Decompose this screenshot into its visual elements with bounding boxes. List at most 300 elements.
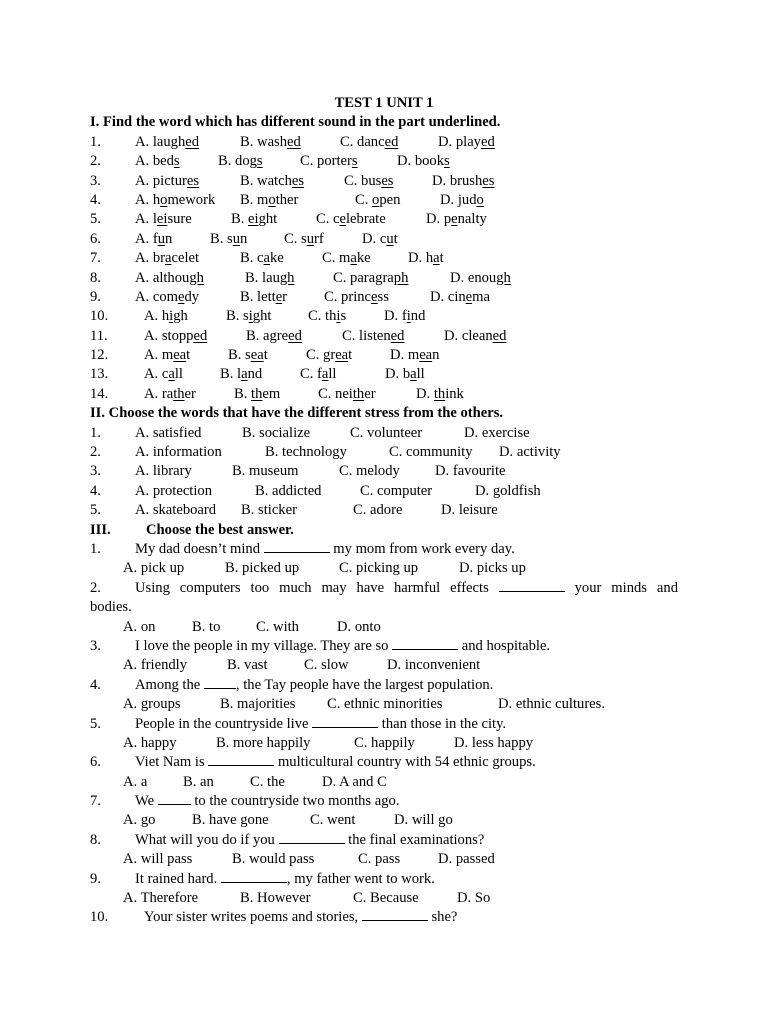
underlined-part: i — [336, 308, 341, 325]
underlined-part: ed — [185, 133, 200, 150]
page-title: TEST 1 UNIT 1 — [334, 95, 434, 111]
answer-option: C. ethnic minorities — [327, 696, 443, 713]
answer-option: B. socialize — [242, 424, 311, 441]
answer-option: A. satisfied — [135, 424, 202, 441]
answer-option: D. So — [457, 890, 491, 907]
answer-option: A. happy — [123, 734, 177, 751]
option-text: D. h — [408, 250, 434, 267]
question-row — [90, 152, 678, 171]
underlined-part: ed — [288, 327, 302, 344]
answer-option — [430, 288, 490, 307]
option-text: D. — [416, 385, 434, 402]
option-text: D. play — [438, 133, 481, 150]
question-text-end: multicultural country with 54 ethnic groups. — [274, 754, 536, 771]
answer-option: B. technology — [265, 444, 347, 461]
underlined-part: a — [410, 366, 417, 383]
answer-option — [385, 365, 425, 384]
answer-option: D. favourite — [435, 463, 506, 480]
question-row — [90, 715, 678, 734]
worksheet-content — [90, 94, 678, 928]
answer-option — [135, 152, 180, 171]
option-text: A. ra — [144, 385, 174, 402]
underlined-part: gh — [189, 269, 204, 286]
question-row — [90, 831, 678, 850]
answer-option: A. go — [123, 812, 156, 829]
underlined-part: o — [476, 191, 484, 208]
answer-option: C. melody — [339, 463, 400, 480]
answer-options-row — [90, 656, 678, 675]
option-text: C. bus — [344, 172, 382, 189]
section-2-heading: II. Choose the words that have the different stress from the others. — [90, 405, 504, 422]
question-text-end: my mom from work every day. — [329, 540, 515, 557]
answer-option: C. adore — [353, 502, 403, 519]
option-text: C. m — [322, 250, 351, 267]
question-number: 3. — [90, 637, 101, 654]
question-text-end: than those in the city. — [378, 715, 507, 732]
option-text: B. s — [228, 347, 251, 364]
question-text-start: Among the — [135, 676, 204, 693]
underlined-part: th — [433, 385, 446, 402]
option-text: t — [348, 347, 353, 364]
answer-option — [245, 269, 294, 288]
question-text-start: Your sister writes poems and stories, — [144, 909, 362, 926]
question-number: 14. — [90, 385, 109, 402]
underlined-part: a — [168, 366, 175, 383]
question-text-continued: bodies. — [90, 599, 132, 616]
question-number: 1. — [90, 540, 101, 557]
option-text: C. c — [316, 211, 340, 228]
answer-options-row — [90, 695, 678, 714]
question-number: 7. — [90, 250, 101, 267]
underlined-part: i — [248, 308, 253, 325]
answer-option — [324, 288, 389, 307]
answer-option — [342, 327, 404, 346]
section-3-number: III. — [90, 521, 111, 538]
question-row — [90, 210, 678, 229]
option-text: D. jud — [440, 191, 477, 208]
option-text: C. listen — [342, 327, 391, 344]
answer-option — [240, 249, 284, 268]
option-text: C. — [355, 191, 373, 208]
answer-options-row — [90, 559, 678, 578]
answer-blank[interactable] — [204, 676, 236, 689]
option-text: t — [263, 347, 268, 364]
question-row — [90, 191, 678, 210]
underlined-part: e — [177, 288, 185, 305]
underlined-part: a — [165, 250, 172, 267]
option-text: B. lau — [245, 269, 280, 286]
answer-option: C. picking up — [339, 560, 419, 577]
option-text: n — [432, 347, 440, 364]
question-row — [90, 443, 678, 462]
question-row — [90, 424, 678, 443]
question-text — [135, 637, 550, 656]
answer-option: B. have gone — [192, 812, 269, 829]
option-text: D. m — [390, 347, 420, 364]
answer-option: A. will pass — [123, 851, 193, 868]
underlined-part: gh — [279, 269, 295, 286]
question-text-end: to the countryside two months ago. — [190, 793, 400, 810]
option-text: B. — [231, 211, 249, 228]
answer-option — [144, 385, 196, 404]
answer-option: A. groups — [123, 696, 181, 713]
option-text: pen — [379, 191, 401, 208]
underlined-part: o — [160, 191, 168, 208]
question-text — [135, 870, 435, 889]
underlined-part: e — [465, 288, 473, 305]
option-text: n — [240, 230, 248, 247]
underlined-part: u — [157, 230, 165, 247]
underlined-part: ed — [390, 327, 405, 344]
section-3-title: Choose the best answer. — [146, 521, 294, 538]
answer-option — [300, 152, 358, 171]
question-text — [135, 753, 536, 772]
question-number: 13. — [90, 366, 109, 383]
answer-blank[interactable] — [499, 579, 565, 592]
question-number: 4. — [90, 676, 101, 693]
answer-option: B. However — [240, 890, 311, 907]
option-text: t — [393, 230, 398, 247]
question-row — [90, 133, 678, 152]
question-row — [90, 288, 678, 307]
answer-option — [135, 230, 172, 249]
answer-option: A. on — [123, 618, 156, 635]
underlined-part: e — [275, 288, 283, 305]
option-text: er — [364, 385, 376, 402]
option-text: D. book — [397, 153, 445, 170]
answer-option: B. majorities — [220, 696, 296, 713]
question-row — [90, 385, 678, 404]
answer-option — [144, 365, 183, 384]
answer-option: D. A and C — [322, 773, 387, 790]
option-text: A. laugh — [135, 133, 186, 150]
answer-option: A. skateboard — [135, 502, 217, 519]
answer-option — [135, 210, 192, 229]
underlined-part: i — [169, 308, 174, 325]
question-row — [90, 908, 678, 927]
question-number: 2. — [90, 444, 101, 461]
option-text: A. h — [135, 191, 161, 208]
answer-option — [408, 249, 444, 268]
option-text: A. c — [144, 366, 169, 383]
answer-option — [384, 307, 425, 326]
option-text: A. althou — [135, 269, 190, 286]
underlined-part: o — [268, 191, 276, 208]
option-text: D. cin — [430, 288, 466, 305]
option-text: A. stopp — [144, 327, 194, 344]
question-text-start: We — [135, 793, 158, 810]
underlined-part: i — [406, 308, 411, 325]
answer-option — [234, 385, 280, 404]
answer-option — [362, 230, 398, 249]
option-text: D. brush — [432, 172, 483, 189]
underlined-part: s — [173, 153, 180, 170]
underlined-part: a — [433, 250, 440, 267]
answer-option: D. will go — [394, 812, 453, 829]
option-text: A. l — [135, 211, 157, 228]
answer-option: D. onto — [337, 618, 381, 635]
option-text: gh — [173, 308, 188, 325]
option-text: C. nei — [318, 385, 353, 402]
answer-options-row — [90, 734, 678, 753]
answer-option — [135, 288, 199, 307]
option-text: nd — [247, 366, 263, 383]
answer-option — [231, 210, 277, 229]
option-text: C. paragra — [333, 269, 394, 286]
option-text: ght — [252, 308, 272, 325]
option-text: A. br — [135, 250, 165, 267]
question-text-start: People in the countryside live — [135, 715, 313, 732]
answer-option — [416, 385, 464, 404]
question-text-start: My dad doesn’t mind — [135, 540, 264, 557]
answer-option: D. activity — [499, 444, 561, 461]
option-text: C. danc — [340, 133, 385, 150]
answer-option: D. leisure — [441, 502, 498, 519]
underlined-part: a — [263, 250, 270, 267]
answer-option — [240, 172, 304, 191]
question-number: 3. — [90, 172, 101, 189]
answer-option — [228, 346, 268, 365]
answer-option: A. friendly — [123, 657, 188, 674]
question-text — [135, 540, 515, 559]
section-1-list — [90, 133, 678, 404]
question-number: 5. — [90, 502, 101, 519]
option-text: B. m — [240, 191, 269, 208]
underlined-part: e — [339, 211, 346, 228]
question-number: 10. — [90, 308, 109, 325]
answer-option — [218, 152, 263, 171]
question-text — [144, 908, 457, 927]
option-text: ll — [174, 366, 183, 383]
underlined-part: ph — [393, 269, 409, 286]
underlined-part: a — [350, 250, 357, 267]
answer-option — [135, 133, 199, 152]
answer-option — [306, 346, 352, 365]
question-row — [90, 501, 678, 520]
answer-option — [432, 172, 494, 191]
answer-blank[interactable] — [392, 637, 458, 650]
answer-option: B. picked up — [225, 560, 300, 577]
answer-option: B. sticker — [241, 502, 297, 519]
question-number: 9. — [90, 870, 101, 887]
answer-option — [135, 172, 199, 191]
underlined-part: u — [232, 230, 241, 247]
answer-option: D. ethnic cultures. — [498, 696, 605, 713]
option-text: ght — [258, 211, 278, 228]
underlined-part: e — [371, 288, 378, 305]
option-text: B. wash — [240, 133, 288, 150]
option-text: ke — [270, 250, 284, 267]
question-number: 1. — [90, 424, 101, 441]
answer-option — [284, 230, 324, 249]
question-number: 11. — [90, 327, 108, 344]
answer-option: A. information — [135, 444, 222, 461]
question-row — [90, 676, 678, 695]
answer-options-row — [90, 618, 678, 637]
question-text — [135, 715, 506, 734]
answer-option — [316, 210, 386, 229]
question-text-start: I love the people in my village. They are so — [135, 637, 393, 654]
question-number: 3. — [90, 463, 101, 480]
option-text: mework — [167, 191, 216, 208]
underlined-part: th — [173, 385, 185, 402]
underlined-part: es — [186, 172, 200, 189]
option-text: A. h — [144, 308, 170, 325]
answer-option: C. slow — [304, 657, 349, 674]
underlined-part: ed — [492, 327, 507, 344]
question-row — [90, 346, 678, 365]
answer-option: C. pass — [358, 851, 401, 868]
answer-option — [340, 133, 398, 152]
answer-blank[interactable] — [158, 792, 191, 805]
answer-option — [444, 327, 506, 346]
question-number: 2. — [90, 579, 101, 596]
underlined-part: ed — [193, 327, 208, 344]
underlined-part: es — [381, 172, 394, 189]
answer-option — [135, 249, 199, 268]
answer-option — [144, 327, 207, 346]
answer-option — [135, 191, 215, 210]
answer-option: B. would pass — [232, 851, 315, 868]
answer-option: B. more happily — [216, 734, 311, 751]
option-text: A. com — [135, 288, 178, 305]
answer-option — [246, 327, 302, 346]
answer-option: C. computer — [360, 482, 433, 499]
answer-option: C. with — [256, 618, 299, 635]
answer-option: D. inconvenient — [387, 657, 481, 674]
underlined-part: a — [241, 366, 248, 383]
answer-option: A. pick up — [123, 560, 185, 577]
question-text — [135, 792, 399, 811]
option-text: C. porter — [300, 153, 352, 170]
underlined-part: es — [291, 172, 305, 189]
question-row — [90, 365, 678, 384]
underlined-part: s — [351, 153, 358, 170]
answer-options-row — [90, 889, 678, 908]
underlined-part: th — [352, 385, 365, 402]
answer-option — [450, 269, 511, 288]
option-text: D. enou — [450, 269, 497, 286]
answer-option: B. addicted — [255, 482, 322, 499]
option-text: B. dog — [218, 153, 257, 170]
answer-blank[interactable] — [208, 753, 274, 766]
option-text: B. s — [226, 308, 249, 325]
answer-option: C. volunteer — [350, 424, 423, 441]
question-number: 5. — [90, 211, 101, 228]
option-text: r — [282, 288, 288, 305]
answer-blank[interactable] — [312, 715, 378, 728]
underlined-part: gh — [496, 269, 511, 286]
underlined-part: o — [372, 191, 380, 208]
question-row — [90, 540, 678, 559]
underlined-part: ed — [480, 133, 495, 150]
underlined-part: ea — [335, 347, 349, 364]
question-text-start: Using computers too much may have harmful effects — [135, 579, 499, 596]
answer-option: B. museum — [232, 463, 299, 480]
answer-option — [333, 269, 408, 288]
underlined-part: ed — [384, 133, 399, 150]
answer-blank[interactable] — [362, 908, 428, 921]
answer-option — [390, 346, 439, 365]
option-text: ll — [416, 366, 425, 383]
option-text: A. m — [144, 347, 174, 364]
question-text-start: Viet Nam is — [135, 754, 209, 771]
answer-option: A. protection — [135, 482, 213, 499]
question-text-end: your minds and — [564, 579, 678, 596]
option-text: C. f — [300, 366, 322, 383]
option-text: em — [262, 385, 281, 402]
underlined-part: ed — [287, 133, 301, 150]
answer-option: B. to — [192, 618, 221, 635]
section-3-heading — [90, 521, 678, 540]
answer-blank[interactable] — [264, 540, 330, 553]
question-row — [90, 753, 678, 772]
question-row — [90, 249, 678, 268]
answer-option: B. vast — [227, 657, 268, 674]
answer-option: A. Therefore — [123, 890, 199, 907]
question-number: 2. — [90, 153, 101, 170]
answer-option — [210, 230, 247, 249]
option-text: ll — [328, 366, 337, 383]
option-text: C. gr — [306, 347, 336, 364]
question-row — [90, 307, 678, 326]
question-number: 1. — [90, 133, 101, 150]
option-text: A. f — [135, 230, 158, 247]
option-text: n — [165, 230, 173, 247]
answer-option: D. picks up — [459, 560, 526, 577]
option-text: ke — [356, 250, 371, 267]
question-text — [135, 579, 678, 598]
option-text: D. c — [362, 230, 387, 247]
section-1-heading: I. Find the word which has different sound in the part underlined. — [90, 114, 501, 131]
option-text: ss — [377, 288, 389, 305]
answer-option: D. goldfish — [475, 482, 541, 499]
underlined-part: a — [321, 366, 329, 383]
question-number: 8. — [90, 269, 101, 286]
underlined-part: u — [306, 230, 315, 247]
answer-option — [440, 191, 484, 210]
underlined-part: s — [444, 153, 450, 170]
option-text: D. p — [426, 211, 452, 228]
question-number: 4. — [90, 191, 101, 208]
answer-option — [397, 152, 450, 171]
answer-blank[interactable] — [221, 870, 287, 883]
option-text: B. lett — [240, 288, 276, 305]
answer-blank[interactable] — [279, 831, 345, 844]
question-text-end: , my father went to work. — [286, 870, 435, 887]
question-text-end: and hospitable. — [458, 637, 551, 654]
section-3-list — [90, 540, 678, 928]
answer-option — [135, 269, 204, 288]
question-text-end: she? — [427, 909, 458, 926]
question-row — [90, 482, 678, 501]
option-text: A. bed — [135, 153, 174, 170]
answer-option — [344, 172, 393, 191]
underlined-part: th — [251, 385, 263, 402]
answer-option — [426, 210, 487, 229]
question-number: 7. — [90, 793, 101, 810]
answer-option: D. exercise — [464, 424, 530, 441]
answer-option: C. community — [389, 444, 473, 461]
section-2-list — [90, 424, 678, 521]
option-text: sure — [167, 211, 192, 228]
answer-option: A. a — [123, 773, 148, 790]
answer-option — [308, 307, 346, 326]
option-text: t — [186, 347, 191, 364]
option-text: B. l — [220, 366, 242, 383]
question-text-start: It rained hard. — [135, 870, 221, 887]
answer-option: D. less happy — [454, 734, 534, 751]
